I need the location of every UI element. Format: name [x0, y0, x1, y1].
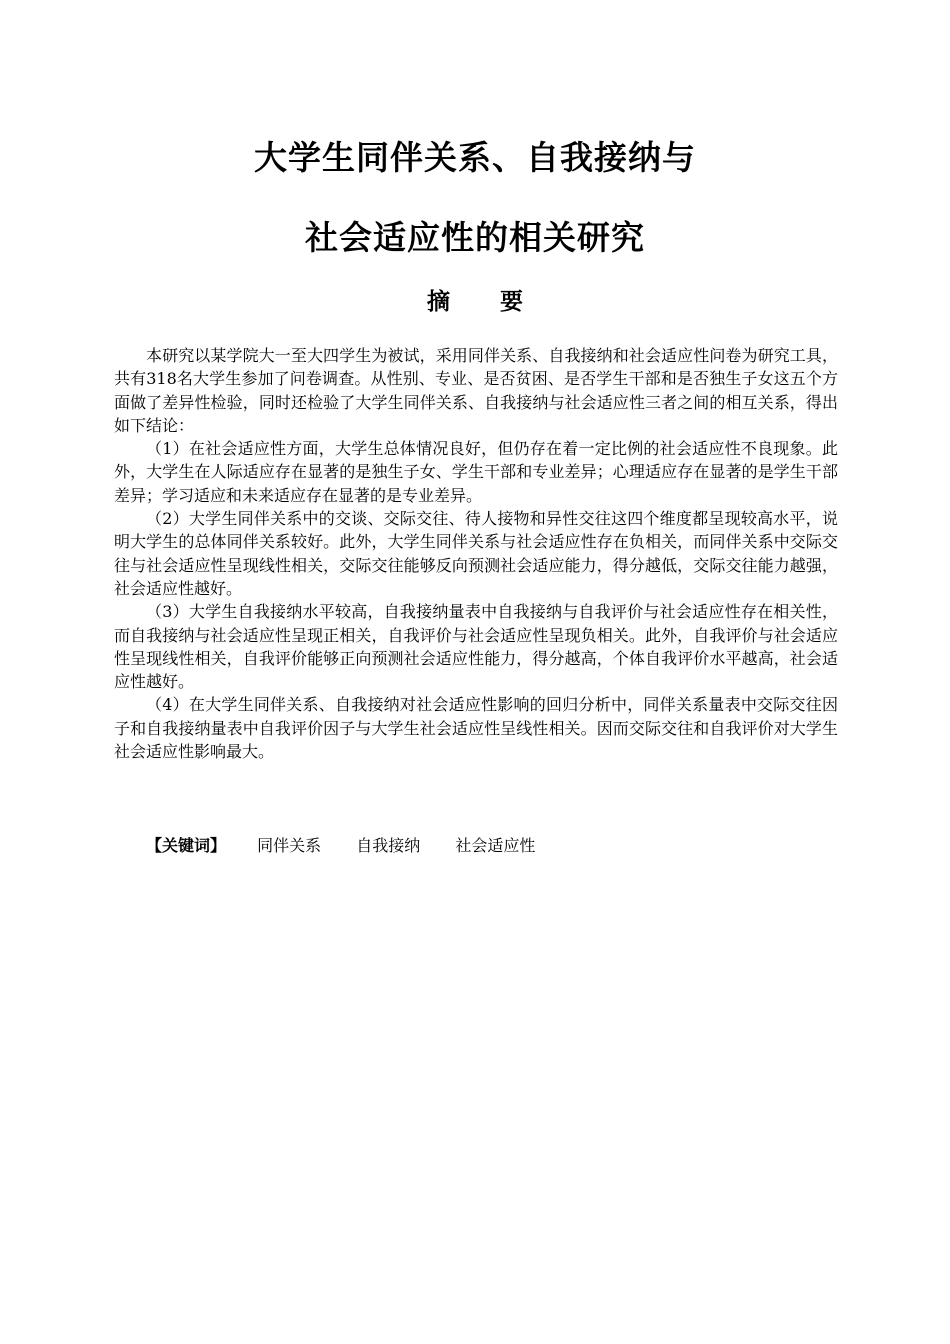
keyword-item: 自我接纳 [356, 836, 421, 855]
abstract-heading: 摘要 [427, 289, 573, 315]
keyword-item: 社会适应性 [455, 836, 536, 855]
abstract-body [114, 344, 838, 763]
conclusion-3: （3）大学生自我接纳水平较高，自我接纳量表中自我接纳与自我评价与社会适应性存在相关性，而自我接纳与社会适应性呈现正相关，自我评价与社会适应性呈现负相关。此外，自我评价与社会适应性呈现线性相关，自我评价能够正向预测社会适应性能力，得分越高，个体自我评价水平越高，社会适应性越好。 [114, 602, 838, 692]
title-line-2: 社会适应性的相关研究 [305, 218, 645, 257]
keyword-item: 同伴关系 [257, 836, 322, 855]
conclusion-1: （1）在社会适应性方面，大学生总体情况良好，但仍存在着一定比例的社会适应性不良现象。此外，大学生在人际适应存在显著的是独生子女、学生干部和专业差异；心理适应存在显著的是学生干部差异；学习适应和未来适应存在显著的是专业差异。 [114, 439, 838, 505]
keywords-line [146, 834, 565, 858]
conclusion-2: （2）大学生同伴关系中的交谈、交际交往、待人接物和异性交往这四个维度都呈现较高水平，说明大学生的总体同伴关系较好。此外，大学生同伴关系与社会适应性存在负相关，而同伴关系中交际交往与社会适应性呈现线性相关，交际交往能够反向预测社会适应能力，得分越低，交际交往能力越强，社会适应性越好。 [114, 509, 838, 598]
title-line-1: 大学生同伴关系、自我接纳与 [254, 138, 696, 177]
keywords-label: 【关键词】 [146, 836, 227, 855]
conclusion-4: （4）在大学生同伴关系、自我接纳对社会适应性影响的回归分析中，同伴关系量表中交际交往因子和自我接纳量表中自我评价因子与大学生社会适应性呈线性相关。因而交际交往和自我评价对大学生社会适应性影响最大。 [114, 695, 838, 762]
abstract-paragraph: 本研究以某学院大一至大四学生为被试，采用同伴关系、自我接纳和社会适应性问卷为研究工具，共有318名大学生参加了问卷调查。从性别、专业、是否贫困、是否学生干部和是否独生子女这五个方面做了差异性检验，同时还检验了大学生同伴关系、自我接纳与社会适应性三者之间的相互关系，得出如下结论： [114, 346, 838, 435]
